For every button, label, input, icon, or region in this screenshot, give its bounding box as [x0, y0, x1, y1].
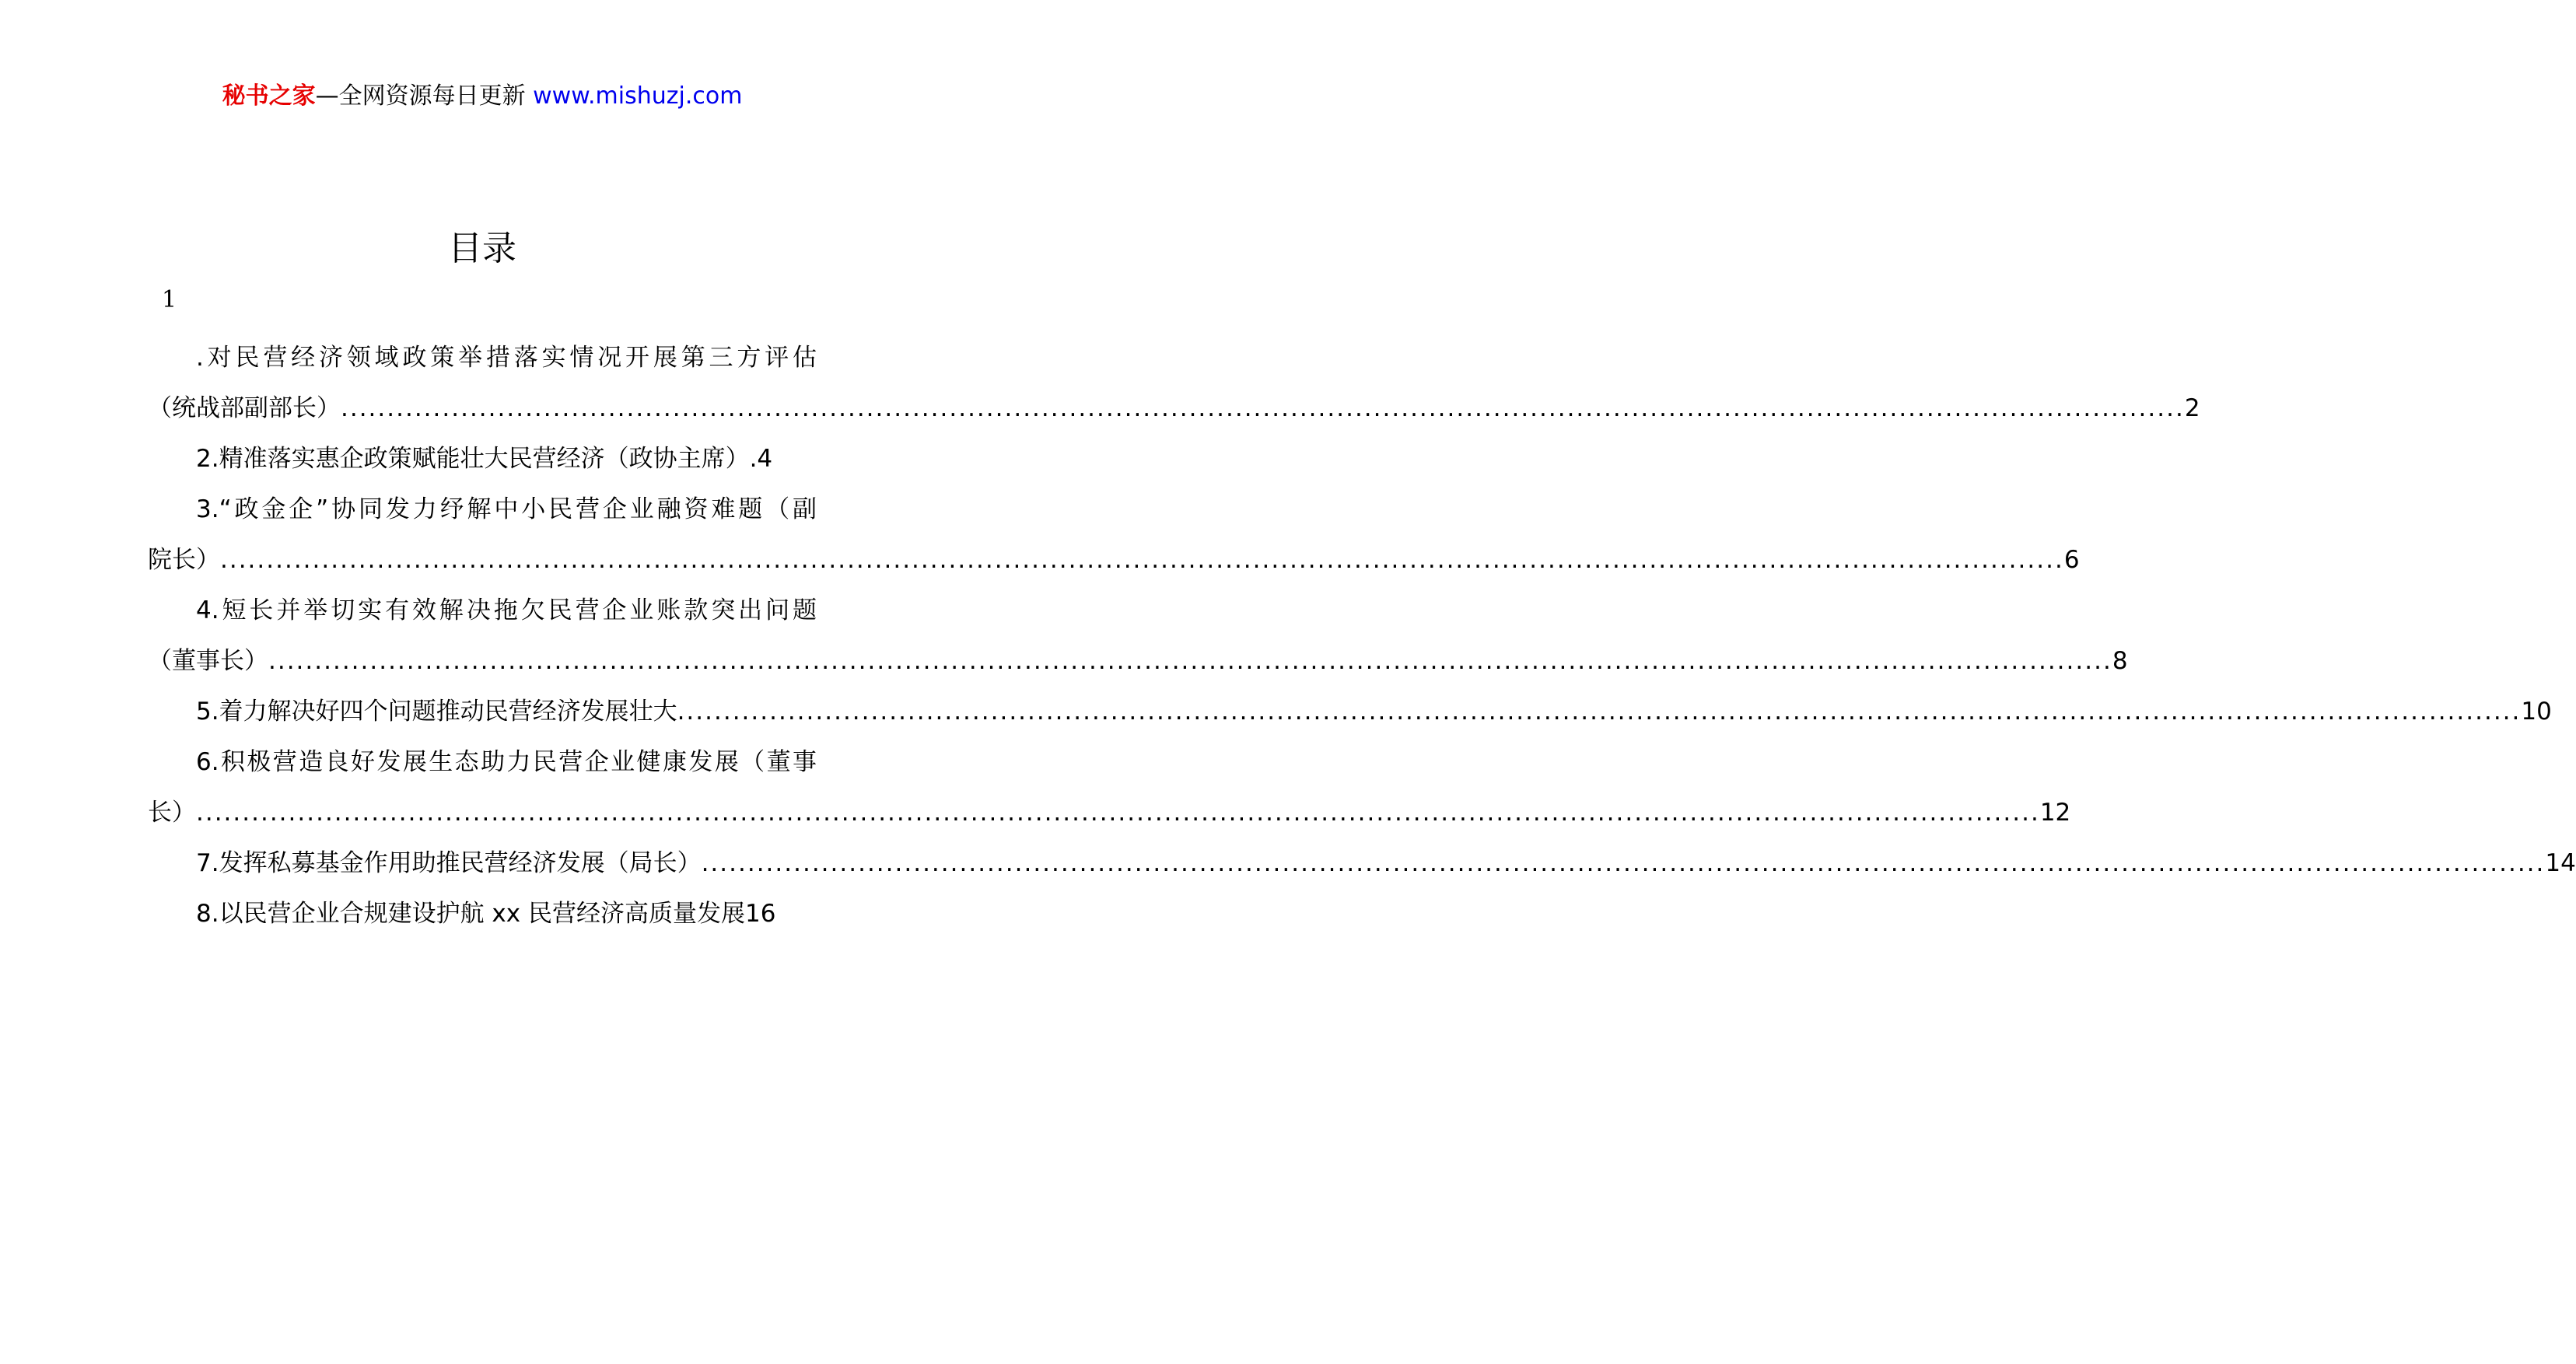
- toc-page-number: 2: [2184, 394, 2200, 422]
- toc-entry-1[interactable]: [148, 333, 2200, 434]
- toc-line: [148, 838, 2576, 889]
- toc-entry-4[interactable]: [148, 586, 2128, 687]
- toc-entry-2[interactable]: [148, 434, 817, 484]
- toc-page-number: .4: [749, 445, 773, 473]
- toc-entry-5[interactable]: [148, 687, 2552, 737]
- toc-entry-text: 3.“政金企”协同发力纾解中小民营企业融资难题（副: [196, 495, 817, 523]
- brand-name: 秘书之家: [222, 82, 316, 110]
- toc-page-number: 8: [2112, 647, 2128, 675]
- toc-line: [148, 687, 2552, 737]
- toc-entry-text: 2.精准落实惠企政策赋能壮大民营经济（政协主席）: [196, 445, 750, 473]
- toc-page-number: 14: [2545, 849, 2576, 877]
- toc-entry-text: .对民营经济领域政策举措落实情况开展第三方评估: [196, 344, 817, 372]
- toc-entry-text: （统战部副部长）: [148, 394, 341, 422]
- stray-number: 1: [162, 286, 177, 313]
- toc-entry-text: （董事长）: [148, 647, 268, 675]
- header-slogan: —全网资源每日更新: [315, 82, 526, 110]
- toc-page-number: 6: [2063, 546, 2080, 574]
- table-of-contents: [148, 333, 2576, 939]
- toc-entry-6[interactable]: [148, 737, 2071, 838]
- toc-leader-dots: ........................................................................................................................................................................................................: [701, 849, 2546, 877]
- site-url-link[interactable]: www.mishuzj.com: [533, 82, 743, 110]
- toc-entry-text: 8.以民营企业合规建设护航 xx 民营经济高质量发展: [196, 900, 745, 928]
- toc-entry-8[interactable]: [148, 889, 817, 939]
- toc-page-number: 10: [2521, 698, 2552, 726]
- toc-line: [148, 333, 817, 383]
- toc-line: [148, 484, 817, 535]
- site-header: [0, 78, 964, 115]
- toc-leader-dots: ........................................................................................................................................................................................................: [341, 394, 2185, 422]
- toc-line: [148, 434, 817, 484]
- toc-entry-text: 7.发挥私募基金作用助推民营经济发展（局长）: [196, 849, 702, 877]
- toc-line: [148, 737, 817, 788]
- toc-page-number: 16: [744, 900, 776, 928]
- toc-leader-dots: ........................................................................................................................................................................................................: [196, 799, 2040, 827]
- toc-entry-text: 6.积极营造良好发展生态助力民营企业健康发展（董事: [196, 748, 817, 776]
- toc-page-number: 12: [2039, 799, 2071, 827]
- page-title: 目录: [448, 229, 516, 268]
- toc-line: [148, 889, 817, 939]
- toc-line: [148, 586, 817, 636]
- toc-line: [148, 383, 2200, 434]
- toc-line: [148, 788, 2071, 838]
- toc-leader-dots: ........................................................................................................................................................................................................: [677, 698, 2522, 726]
- toc-entry-text: 4.短长并举切实有效解决拖欠民营企业账款突出问题: [196, 596, 817, 624]
- toc-line: [148, 535, 2080, 586]
- toc-entry-3[interactable]: [148, 484, 2080, 586]
- toc-entry-text: 院长）: [148, 546, 220, 574]
- toc-entry-text: 5.着力解决好四个问题推动民营经济发展壮大: [196, 698, 677, 726]
- toc-leader-dots: ........................................................................................................................................................................................................: [268, 647, 2112, 675]
- toc-line: [148, 636, 2128, 687]
- toc-entry-text: 长）: [148, 799, 196, 827]
- toc-entry-7[interactable]: [148, 838, 2576, 889]
- toc-leader-dots: ........................................................................................................................................................................................................: [220, 546, 2064, 574]
